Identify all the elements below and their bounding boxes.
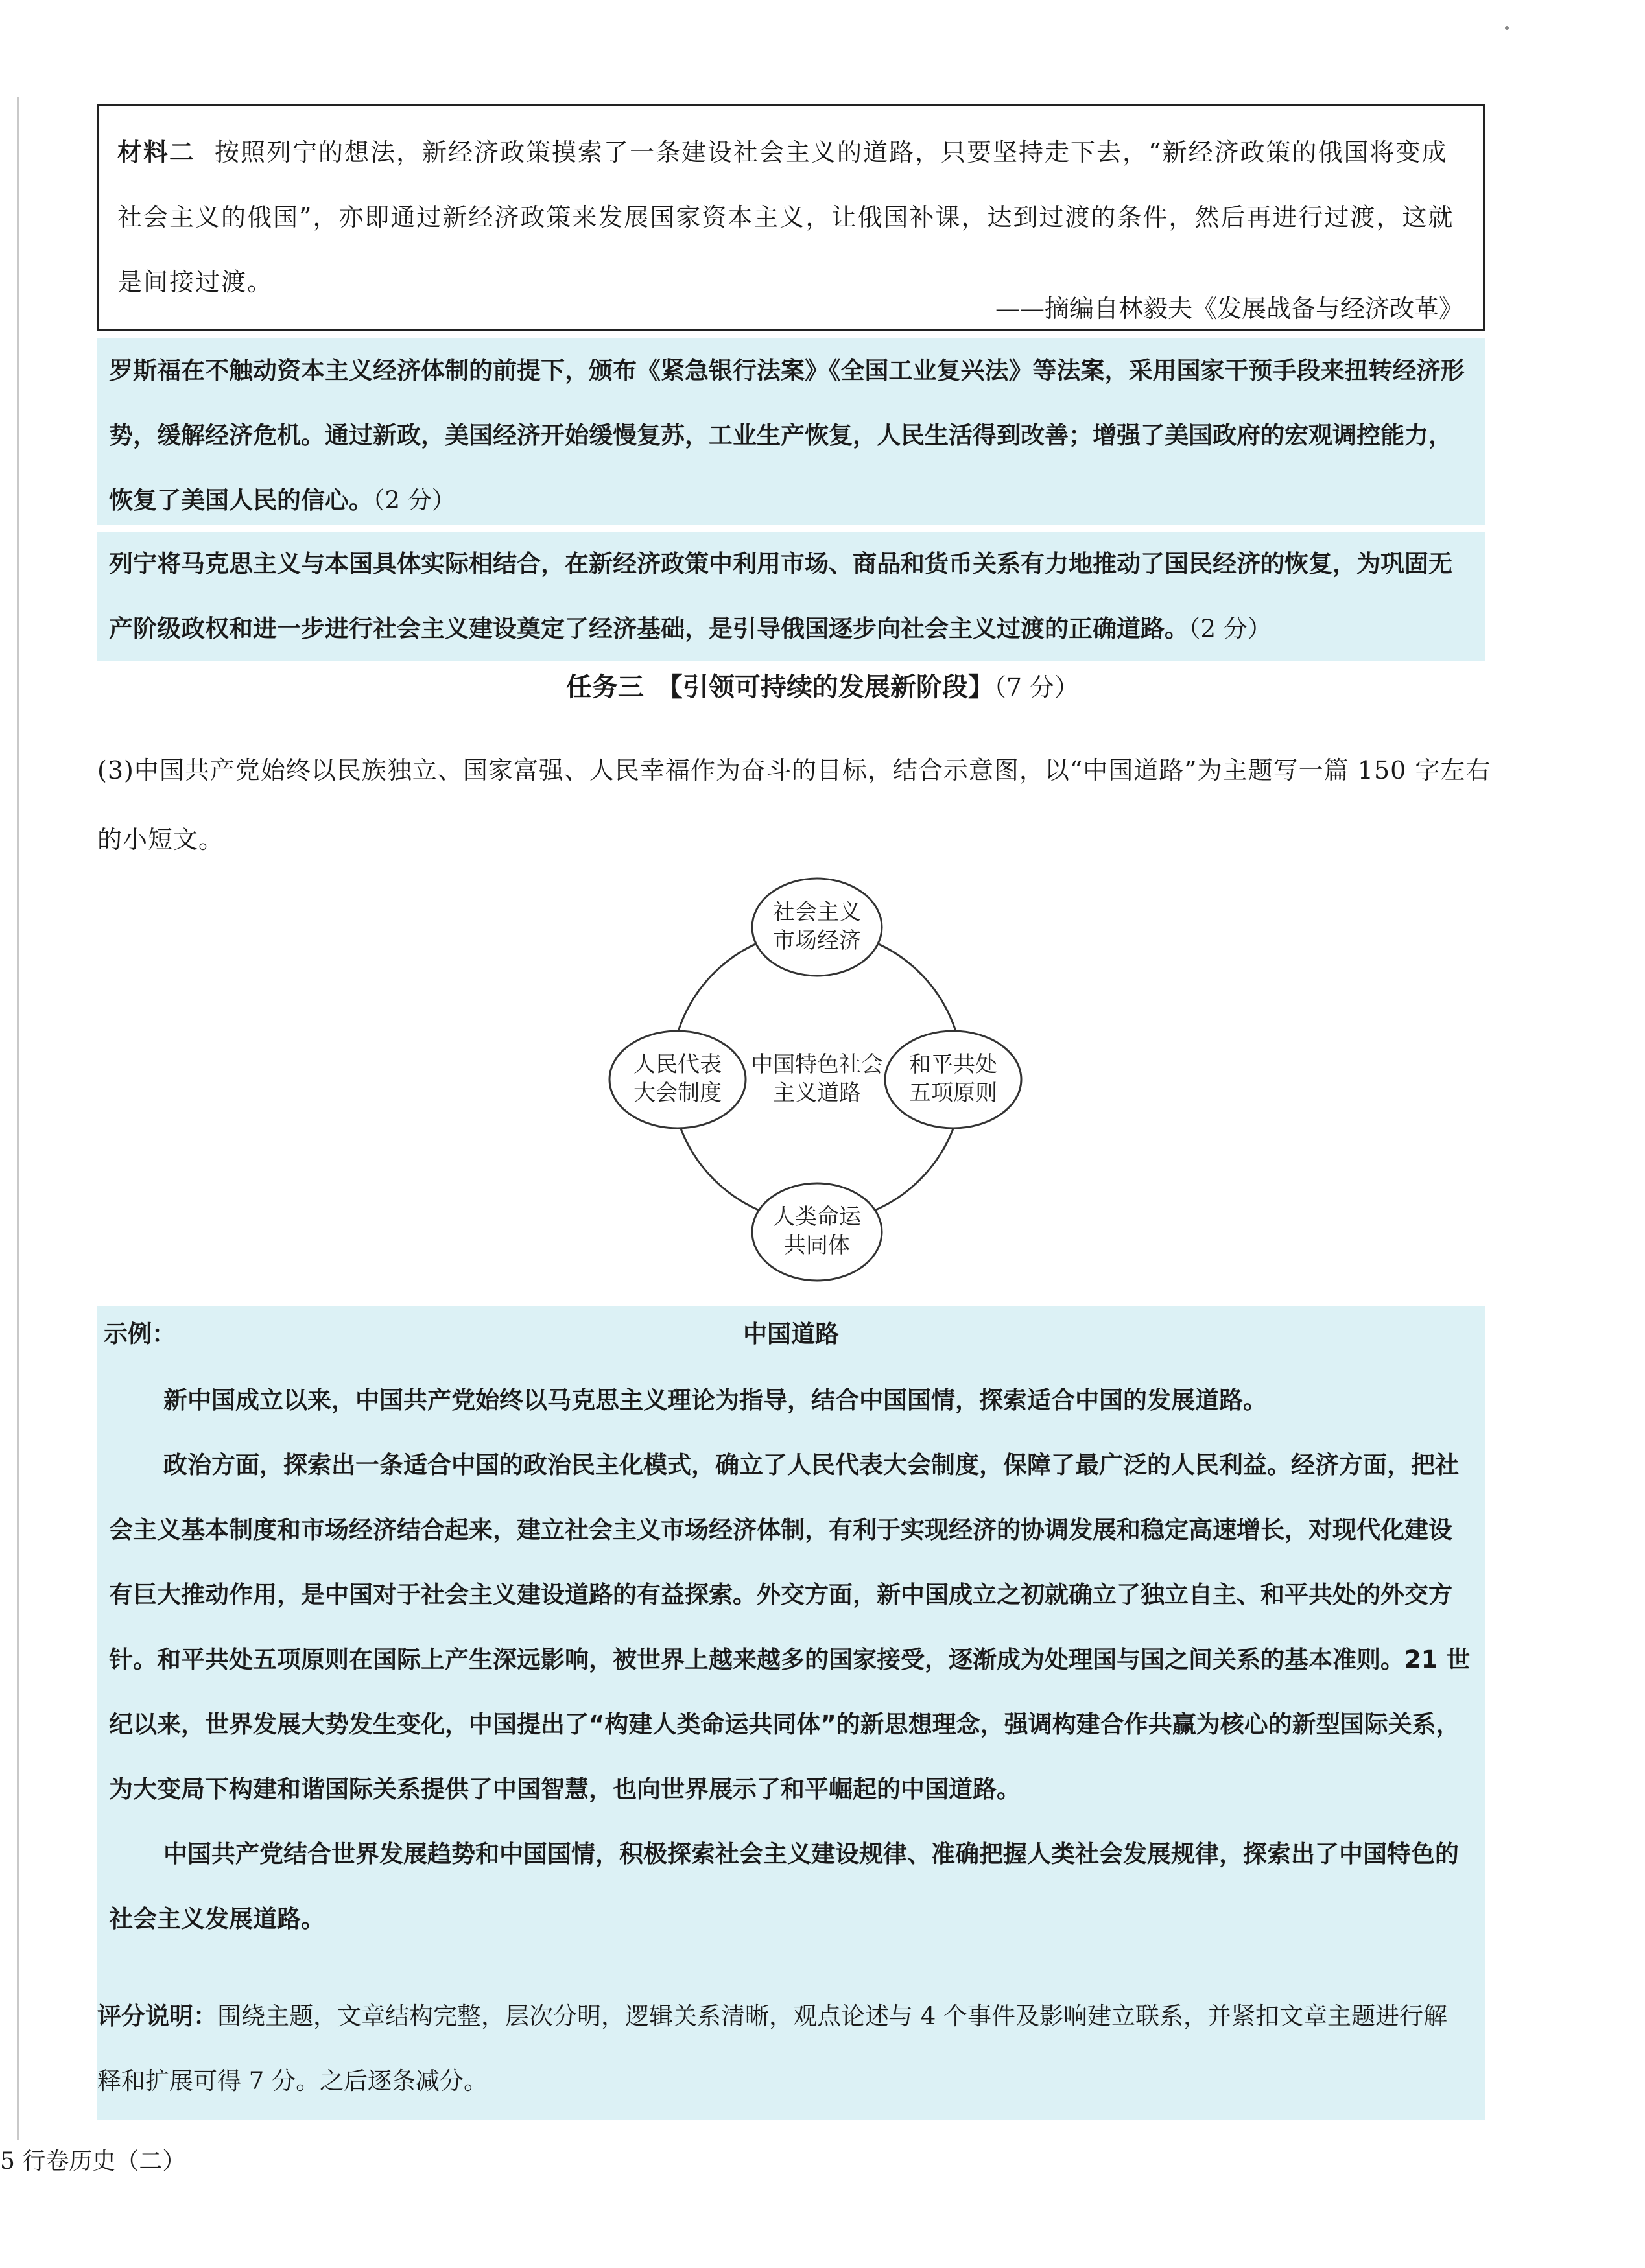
material-paragraph <box>117 120 1463 314</box>
node-top-line1: 社会主义 <box>773 899 861 925</box>
task3-title-text: 任务三 【引领可持续的发展新阶段】 <box>565 672 994 702</box>
node-bottom-line1: 人类命运 <box>773 1204 861 1230</box>
page-binding-edge <box>17 97 19 2140</box>
example-block <box>97 1306 1485 2120</box>
node-top <box>752 879 882 976</box>
answer-text-1 <box>109 338 1473 533</box>
answer-block-2 <box>97 532 1485 661</box>
node-bottom-line2: 共同体 <box>784 1233 850 1258</box>
node-bottom <box>752 1183 882 1281</box>
example-label: 示例： <box>104 1320 176 1348</box>
rating-text: 围绕主题，文章结构完整，层次分明，逻辑关系清晰，观点论述与 4 个事件及影响建立联系，并紧扣文章主题进行解释和扩展可得 7 分。之后逐条减分。 <box>97 2002 1448 2095</box>
node-left <box>609 1031 746 1128</box>
example-title: 中国道路 <box>743 1320 839 1348</box>
example-paragraph-2: 政治方面，探索出一条适合中国的政治民主化模式，确立了人民代表大会制度，保障了最广泛的人民利益。经济方面，把社会主义基本制度和市场经济结合起来，建立社会主义市场经济体制，有利于实现经济的协调发展和稳定高速增长，对现代化建设有巨大推动作用，是中国对于社会主义建设道路的有益探索。外交方面，新中国成立之初就确立了独立自主、和平共处的外交方针。和平共处五项原则在国际上产生深远影响，被世界上越来越多的国家接受，逐渐成为处理国与国之间关系的基本准则。21 世纪以来，世界发展大势发生变化，中国提出了“构建人类命运共同体”的新思想理念，强调构建合作共赢为核心的新型国际关系，为大变局下构建和谐国际关系提供了中国智慧，也向世界展示了和平崛起的中国道路。 <box>109 1451 1471 1803</box>
task3-title <box>0 667 1645 703</box>
node-left-line1: 人民代表 <box>633 1052 722 1078</box>
example-body <box>109 1368 1473 1952</box>
answer1-score: （2 分） <box>373 486 456 514</box>
example-paragraph-3: 中国共产党结合世界发展趋势和中国国情，积极探索社会主义建设规律、准确把握人类社会发展规律，探索出了中国特色的社会主义发展道路。 <box>109 1840 1459 1933</box>
node-right-line2: 五项原则 <box>909 1080 997 1106</box>
node-right-line1: 和平共处 <box>909 1052 997 1078</box>
center-line2: 主义道路 <box>773 1080 861 1106</box>
scan-dot <box>1505 26 1509 30</box>
material-box <box>97 104 1485 331</box>
material-text: 按照列宁的想法，新经济政策摸索了一条建设社会主义的道路，只要坚持走下去，“新经济政策的俄国将变成社会主义的俄国”，亦即通过新经济政策来发展国家资本主义，让俄国补课，达到过渡的条件，然后再进行过渡，这就是间接过渡。 <box>117 138 1454 296</box>
answer1-body: 罗斯福在不触动资本主义经济体制的前提下，颁布《紧急银行法案》《全国工业复兴法》等法案，采用国家干预手段来扭转经济形势，缓解经济危机。通过新政，美国经济开始缓慢复苏，工业生产恢复，人民生活得到改善；增强了美国政府的宏观调控能力，恢复了美国人民的信心。 <box>109 357 1465 514</box>
question-3 <box>97 736 1491 875</box>
rating-label: 评分说明： <box>97 2002 217 2030</box>
task3-score: （7 分） <box>993 673 1080 702</box>
node-top-line2: 市场经济 <box>773 928 861 954</box>
question-3-text: (3)中国共产党始终以民族独立、国家富强、人民幸福作为奋斗的目标，结合示意图，以“中国道路”为主题写一篇 150 字左右的小短文。 <box>97 756 1491 854</box>
answer2-body: 列宁将马克思主义与本国具体实际相结合，在新经济政策中利用市场、商品和货币关系有力地推动了国民经济的恢复，为巩固无产阶级政权和进一步进行社会主义建设奠定了经济基础，是引导俄国逐步向社会主义过渡的正确道路。 <box>109 550 1452 643</box>
node-right <box>885 1031 1021 1128</box>
material-source: ——摘编自林毅夫《发展战备与经济改革》 <box>995 294 1463 323</box>
rating-note <box>97 1984 1465 2114</box>
answer2-score: （2 分） <box>1189 615 1272 643</box>
page-footer: 5 行卷历史（二） <box>0 2148 186 2175</box>
node-left-line2: 大会制度 <box>633 1080 722 1106</box>
example-paragraph-1: 新中国成立以来，中国共产党始终以马克思主义理论为指导，结合中国国情，探索适合中国的发展道路。 <box>163 1386 1267 1414</box>
material-label: 材料二 <box>117 137 196 167</box>
answer-text-2 <box>109 532 1473 661</box>
center-line1: 中国特色社会 <box>751 1052 883 1078</box>
china-road-diagram <box>558 869 1076 1284</box>
answer-block-1 <box>97 338 1485 525</box>
